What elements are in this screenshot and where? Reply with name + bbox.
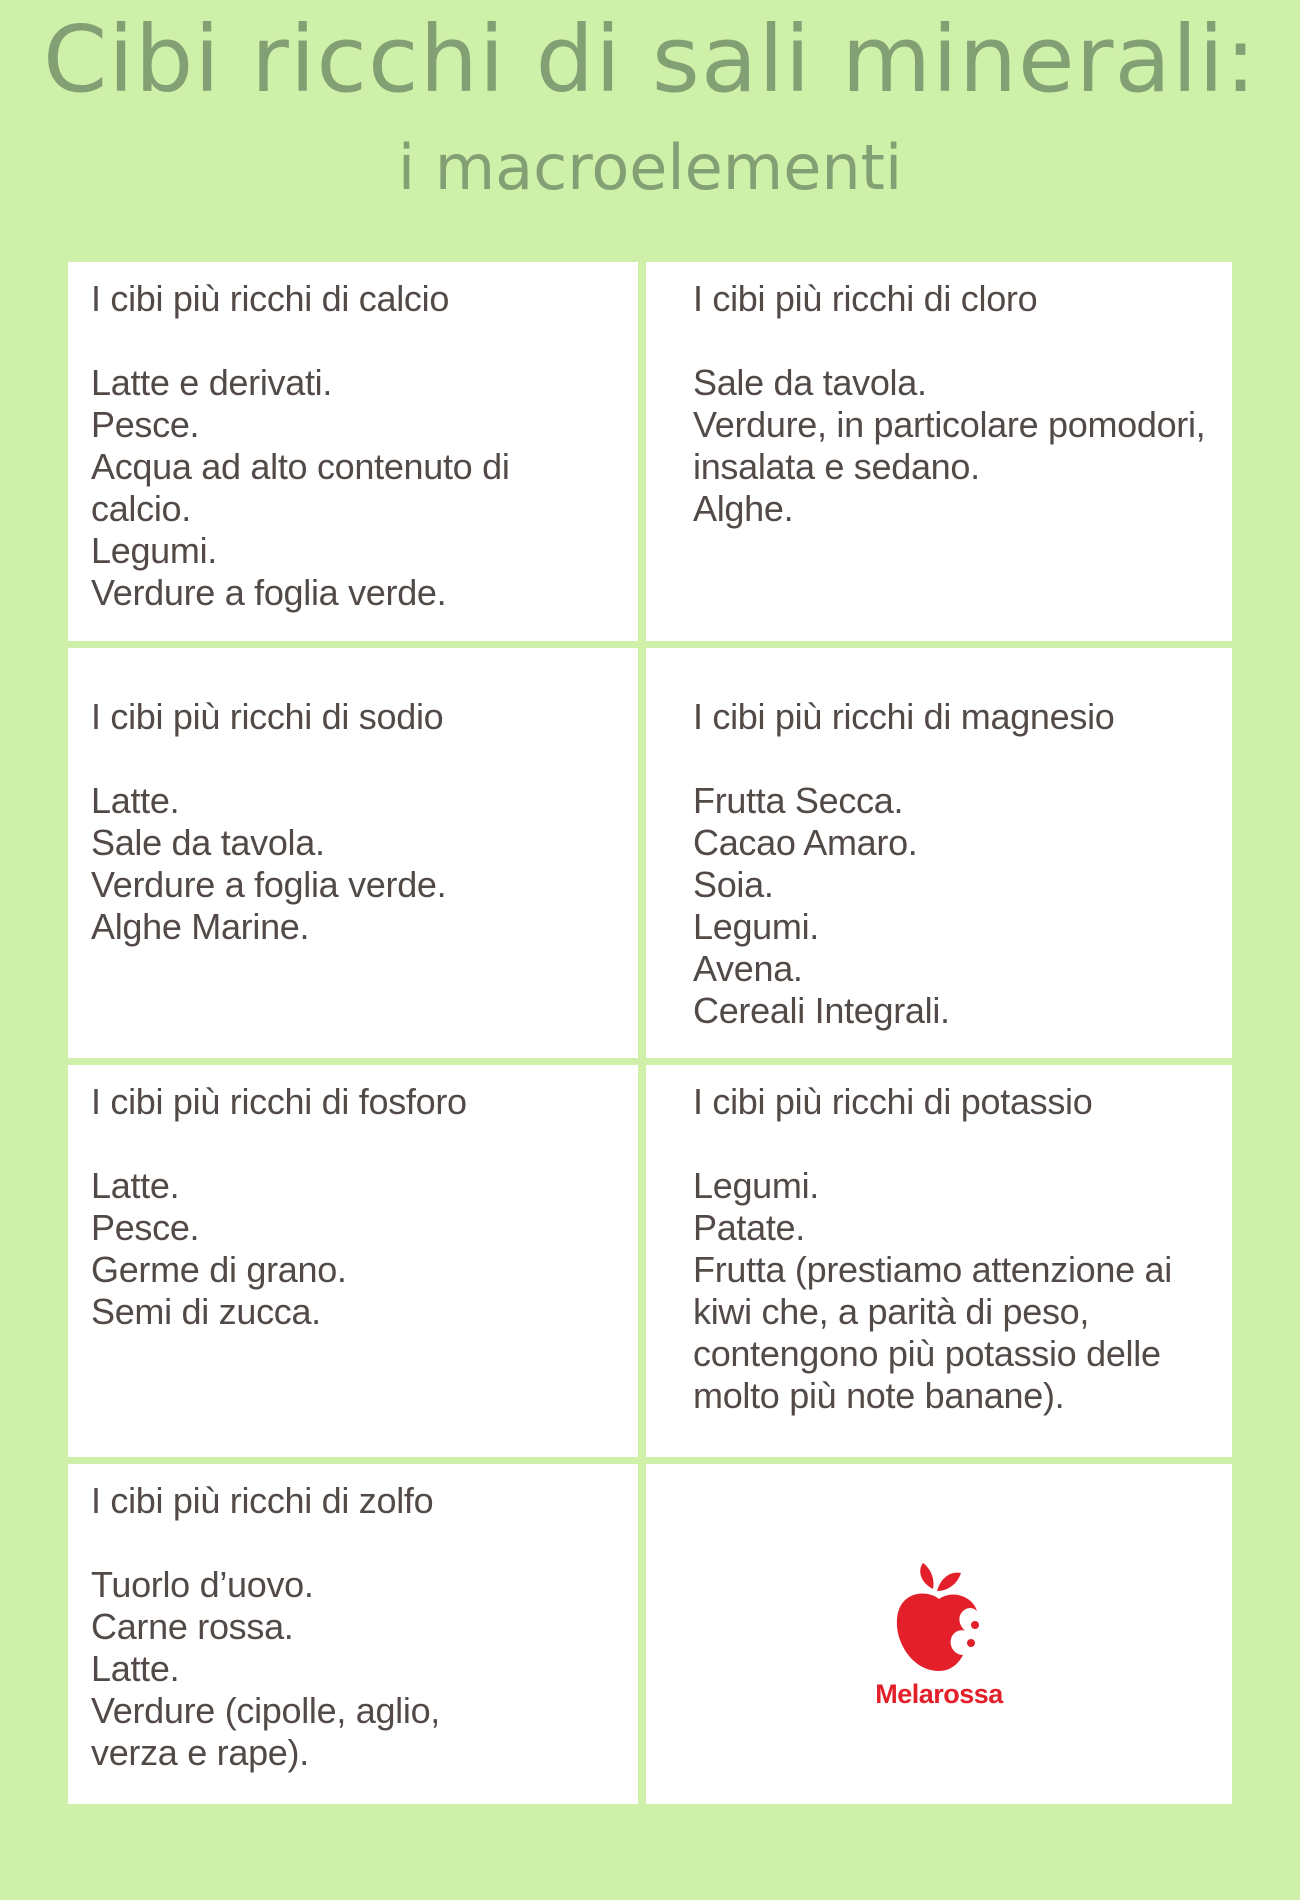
- card-potassio: [646, 1065, 1232, 1457]
- list-item: Verdure a foglia verde.: [91, 572, 447, 613]
- page-title: Cibi ricchi di sali minerali:: [43, 6, 1257, 113]
- list-item: Frutta Secca.: [693, 780, 904, 821]
- food-list: [693, 780, 1212, 1032]
- list-item: Germe di grano.: [91, 1249, 347, 1290]
- list-item: Pesce.: [91, 1207, 200, 1248]
- list-item: Avena.: [693, 948, 803, 989]
- melarossa-logo: [646, 1559, 1232, 1710]
- list-item: Soia.: [693, 864, 774, 905]
- list-item: Pesce.: [91, 404, 200, 445]
- list-item: Sale da tavola.: [91, 822, 325, 863]
- list-item: Alghe.: [693, 488, 794, 529]
- list-item: Latte.: [91, 1648, 180, 1689]
- list-item: Frutta (prestiamo attenzione ai kiwi che, a parità di peso, contengono più potassio delle molto più note banane).: [693, 1249, 1172, 1416]
- list-item: Patate.: [693, 1207, 805, 1248]
- minerals-grid: [68, 262, 1232, 1804]
- list-item: Legumi.: [693, 1165, 819, 1206]
- card-title: I cibi più ricchi di calcio: [91, 278, 450, 319]
- card-cloro: [646, 262, 1232, 641]
- card-magnesio: [646, 648, 1232, 1058]
- card-fosforo: [68, 1065, 638, 1457]
- list-item: Legumi.: [91, 530, 217, 571]
- list-item: Verdure (cipolle, aglio, verza e rape).: [91, 1690, 441, 1773]
- list-item: Acqua ad alto contenuto di calcio.: [91, 446, 510, 529]
- card-title: I cibi più ricchi di zolfo: [91, 1480, 434, 1521]
- list-item: Semi di zucca.: [91, 1291, 321, 1332]
- card-calcio: [68, 262, 638, 641]
- list-item: Latte.: [91, 780, 180, 821]
- list-item: Latte.: [91, 1165, 180, 1206]
- list-item: Legumi.: [693, 906, 819, 947]
- food-list: [693, 362, 1212, 530]
- card-title: I cibi più ricchi di potassio: [693, 1081, 1093, 1122]
- food-list: [693, 1165, 1212, 1417]
- logo-card: [646, 1464, 1232, 1804]
- list-item: Sale da tavola.: [693, 362, 927, 403]
- list-item: Verdure a foglia verde.: [91, 864, 447, 905]
- card-sodio: [68, 648, 638, 1058]
- card-title: I cibi più ricchi di magnesio: [693, 696, 1115, 737]
- page-subtitle: i macroelementi: [397, 131, 903, 204]
- list-item: Tuorlo d’uovo.: [91, 1564, 314, 1605]
- food-list: [91, 1165, 618, 1333]
- card-title: I cibi più ricchi di cloro: [693, 278, 1038, 319]
- food-list: [91, 1564, 618, 1774]
- card-title: I cibi più ricchi di sodio: [91, 696, 444, 737]
- list-item: Cacao Amaro.: [693, 822, 918, 863]
- logo-text: Melarossa: [875, 1679, 1003, 1709]
- list-item: Alghe Marine.: [91, 906, 310, 947]
- list-item: Latte e derivati.: [91, 362, 333, 403]
- food-list: [91, 362, 618, 614]
- apple-icon: [893, 1559, 985, 1675]
- card-zolfo: [68, 1464, 638, 1804]
- list-item: Verdure, in particolare pomodori, insalata e sedano.: [693, 404, 1206, 487]
- food-list: [91, 780, 618, 948]
- card-title: I cibi più ricchi di fosforo: [91, 1081, 467, 1122]
- list-item: Carne rossa.: [91, 1606, 294, 1647]
- list-item: Cereali Integrali.: [693, 990, 950, 1031]
